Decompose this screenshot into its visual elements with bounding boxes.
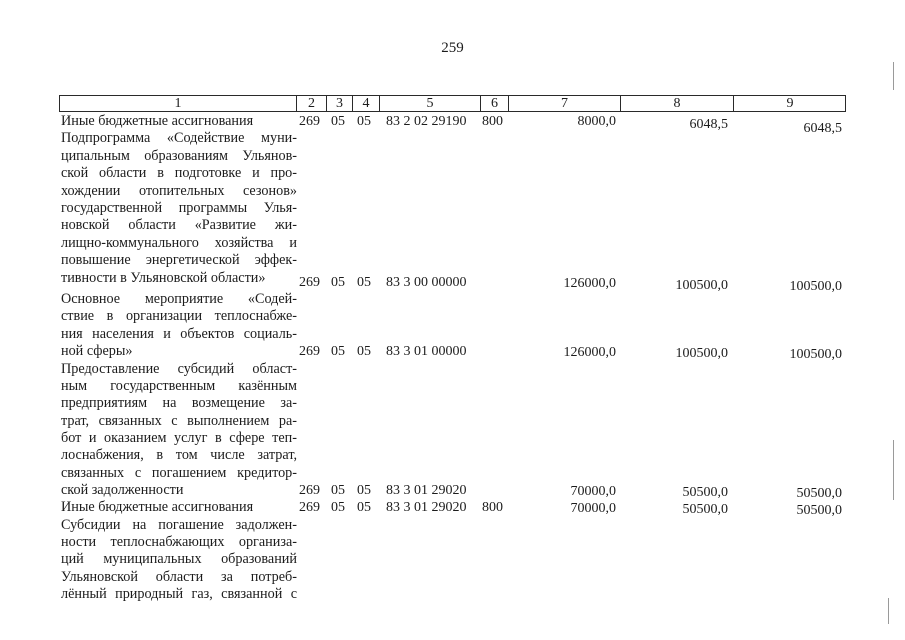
- header-col-1: 1: [174, 96, 182, 111]
- cell-col-2: 269: [299, 500, 320, 515]
- cell-col-4: 05: [357, 114, 371, 129]
- row-description: [61, 113, 297, 130]
- cell-col-5: 83 3 01 29020: [386, 500, 467, 515]
- header-col-5: 5: [426, 96, 434, 111]
- header-col-2: 2: [308, 96, 315, 111]
- cell-col-4: 05: [357, 344, 371, 359]
- cell-col-7: 70000,0: [570, 501, 616, 516]
- description-line: тивности в Ульяновской области»: [61, 269, 266, 286]
- scan-mark: [893, 440, 894, 500]
- cell-col-3: 05: [331, 483, 345, 498]
- description-line: Подпрограмма «Содействие муни-: [61, 130, 297, 147]
- header-col-8: 8: [673, 96, 681, 111]
- description-line: хождении отопительных сезонов»: [61, 182, 297, 199]
- cell-col-5: 83 2 02 29190: [386, 114, 467, 129]
- header-col-3: 3: [336, 96, 343, 111]
- scan-mark: [888, 598, 889, 624]
- row-description: [61, 130, 297, 287]
- cell-col-9: 50500,0: [796, 486, 842, 501]
- cell-col-5: 83 3 00 00000: [386, 275, 467, 290]
- description-line: ствие в организации теплоснабже-: [61, 308, 297, 325]
- cell-col-8: 50500,0: [682, 502, 728, 517]
- cell-col-4: 05: [357, 500, 371, 515]
- description-line: лённый природный газ, связанной с: [61, 586, 297, 603]
- cell-col-2: 269: [299, 344, 320, 359]
- description-line: Иные бюджетные ассигнования: [61, 113, 254, 129]
- cell-col-7: 126000,0: [563, 276, 616, 291]
- header-col-9: 9: [786, 96, 794, 111]
- description-line: лищно-коммунального хозяйства и: [61, 234, 297, 251]
- cell-col-8: 6048,5: [689, 117, 728, 132]
- cell-col-3: 05: [331, 275, 345, 290]
- cell-col-8: 100500,0: [675, 278, 728, 293]
- cell-col-3: 05: [331, 500, 345, 515]
- row-description: [61, 499, 297, 516]
- cell-col-4: 05: [357, 275, 371, 290]
- cell-col-6: 800: [482, 500, 503, 515]
- row-description: [61, 517, 297, 604]
- cell-col-9: 50500,0: [796, 503, 842, 518]
- description-line: Субсидии на погашение задолжен-: [61, 516, 297, 533]
- cell-col-4: 05: [357, 483, 371, 498]
- description-line: ций муниципальных образований: [61, 551, 297, 568]
- cell-col-8: 100500,0: [675, 346, 728, 361]
- description-line: Иные бюджетные ассигнования: [61, 499, 254, 515]
- cell-col-2: 269: [299, 114, 320, 129]
- description-line: связанных с погашением кредитор-: [61, 464, 297, 481]
- cell-col-9: 100500,0: [789, 279, 842, 294]
- description-line: трат, связанных с выполнением ра-: [61, 412, 297, 429]
- description-line: ным государственным казённым: [61, 377, 297, 394]
- description-line: государственной программы Улья-: [61, 199, 297, 216]
- cell-col-7: 126000,0: [563, 345, 616, 360]
- description-line: ской задолженности: [61, 482, 184, 499]
- cell-col-2: 269: [299, 275, 320, 290]
- cell-col-3: 05: [331, 114, 345, 129]
- cell-col-7: 8000,0: [577, 114, 616, 129]
- description-line: ной сферы»: [61, 343, 133, 360]
- cell-col-3: 05: [331, 344, 345, 359]
- description-line: Ульяновской области за потреб-: [61, 568, 297, 585]
- cell-col-9: 100500,0: [789, 347, 842, 362]
- description-line: Основное мероприятие «Содей-: [61, 291, 297, 307]
- cell-col-7: 70000,0: [570, 484, 616, 499]
- description-line: Предоставление субсидий област-: [61, 360, 297, 377]
- row-description: [61, 291, 297, 361]
- description-line: лоснабжения, в том числе затрат,: [61, 447, 297, 464]
- row-description: [61, 361, 297, 500]
- header-col-6: 6: [491, 96, 498, 111]
- cell-col-2: 269: [299, 483, 320, 498]
- scan-mark: [893, 62, 894, 90]
- description-line: новской области «Развитие жи-: [61, 217, 297, 234]
- cell-col-6: 800: [482, 114, 503, 129]
- cell-col-9: 6048,5: [803, 121, 842, 136]
- description-line: предприятиям на возмещение за-: [61, 395, 297, 412]
- description-line: ской области в подготовке и про-: [61, 165, 297, 182]
- cell-col-8: 50500,0: [682, 485, 728, 500]
- description-line: повышение энергетической эффек-: [61, 252, 297, 269]
- description-line: бот и оказанием услуг в сфере теп-: [61, 430, 297, 447]
- description-line: ности теплоснабжающих организа-: [61, 533, 297, 550]
- description-line: ципальным образованиям Ульянов-: [61, 147, 297, 164]
- header-col-7: 7: [561, 96, 568, 111]
- cell-col-5: 83 3 01 00000: [386, 344, 467, 359]
- description-line: ния населения и объектов социаль-: [61, 325, 297, 342]
- page-number: 259: [441, 40, 464, 56]
- cell-col-5: 83 3 01 29020: [386, 483, 467, 498]
- header-col-4: 4: [362, 96, 370, 111]
